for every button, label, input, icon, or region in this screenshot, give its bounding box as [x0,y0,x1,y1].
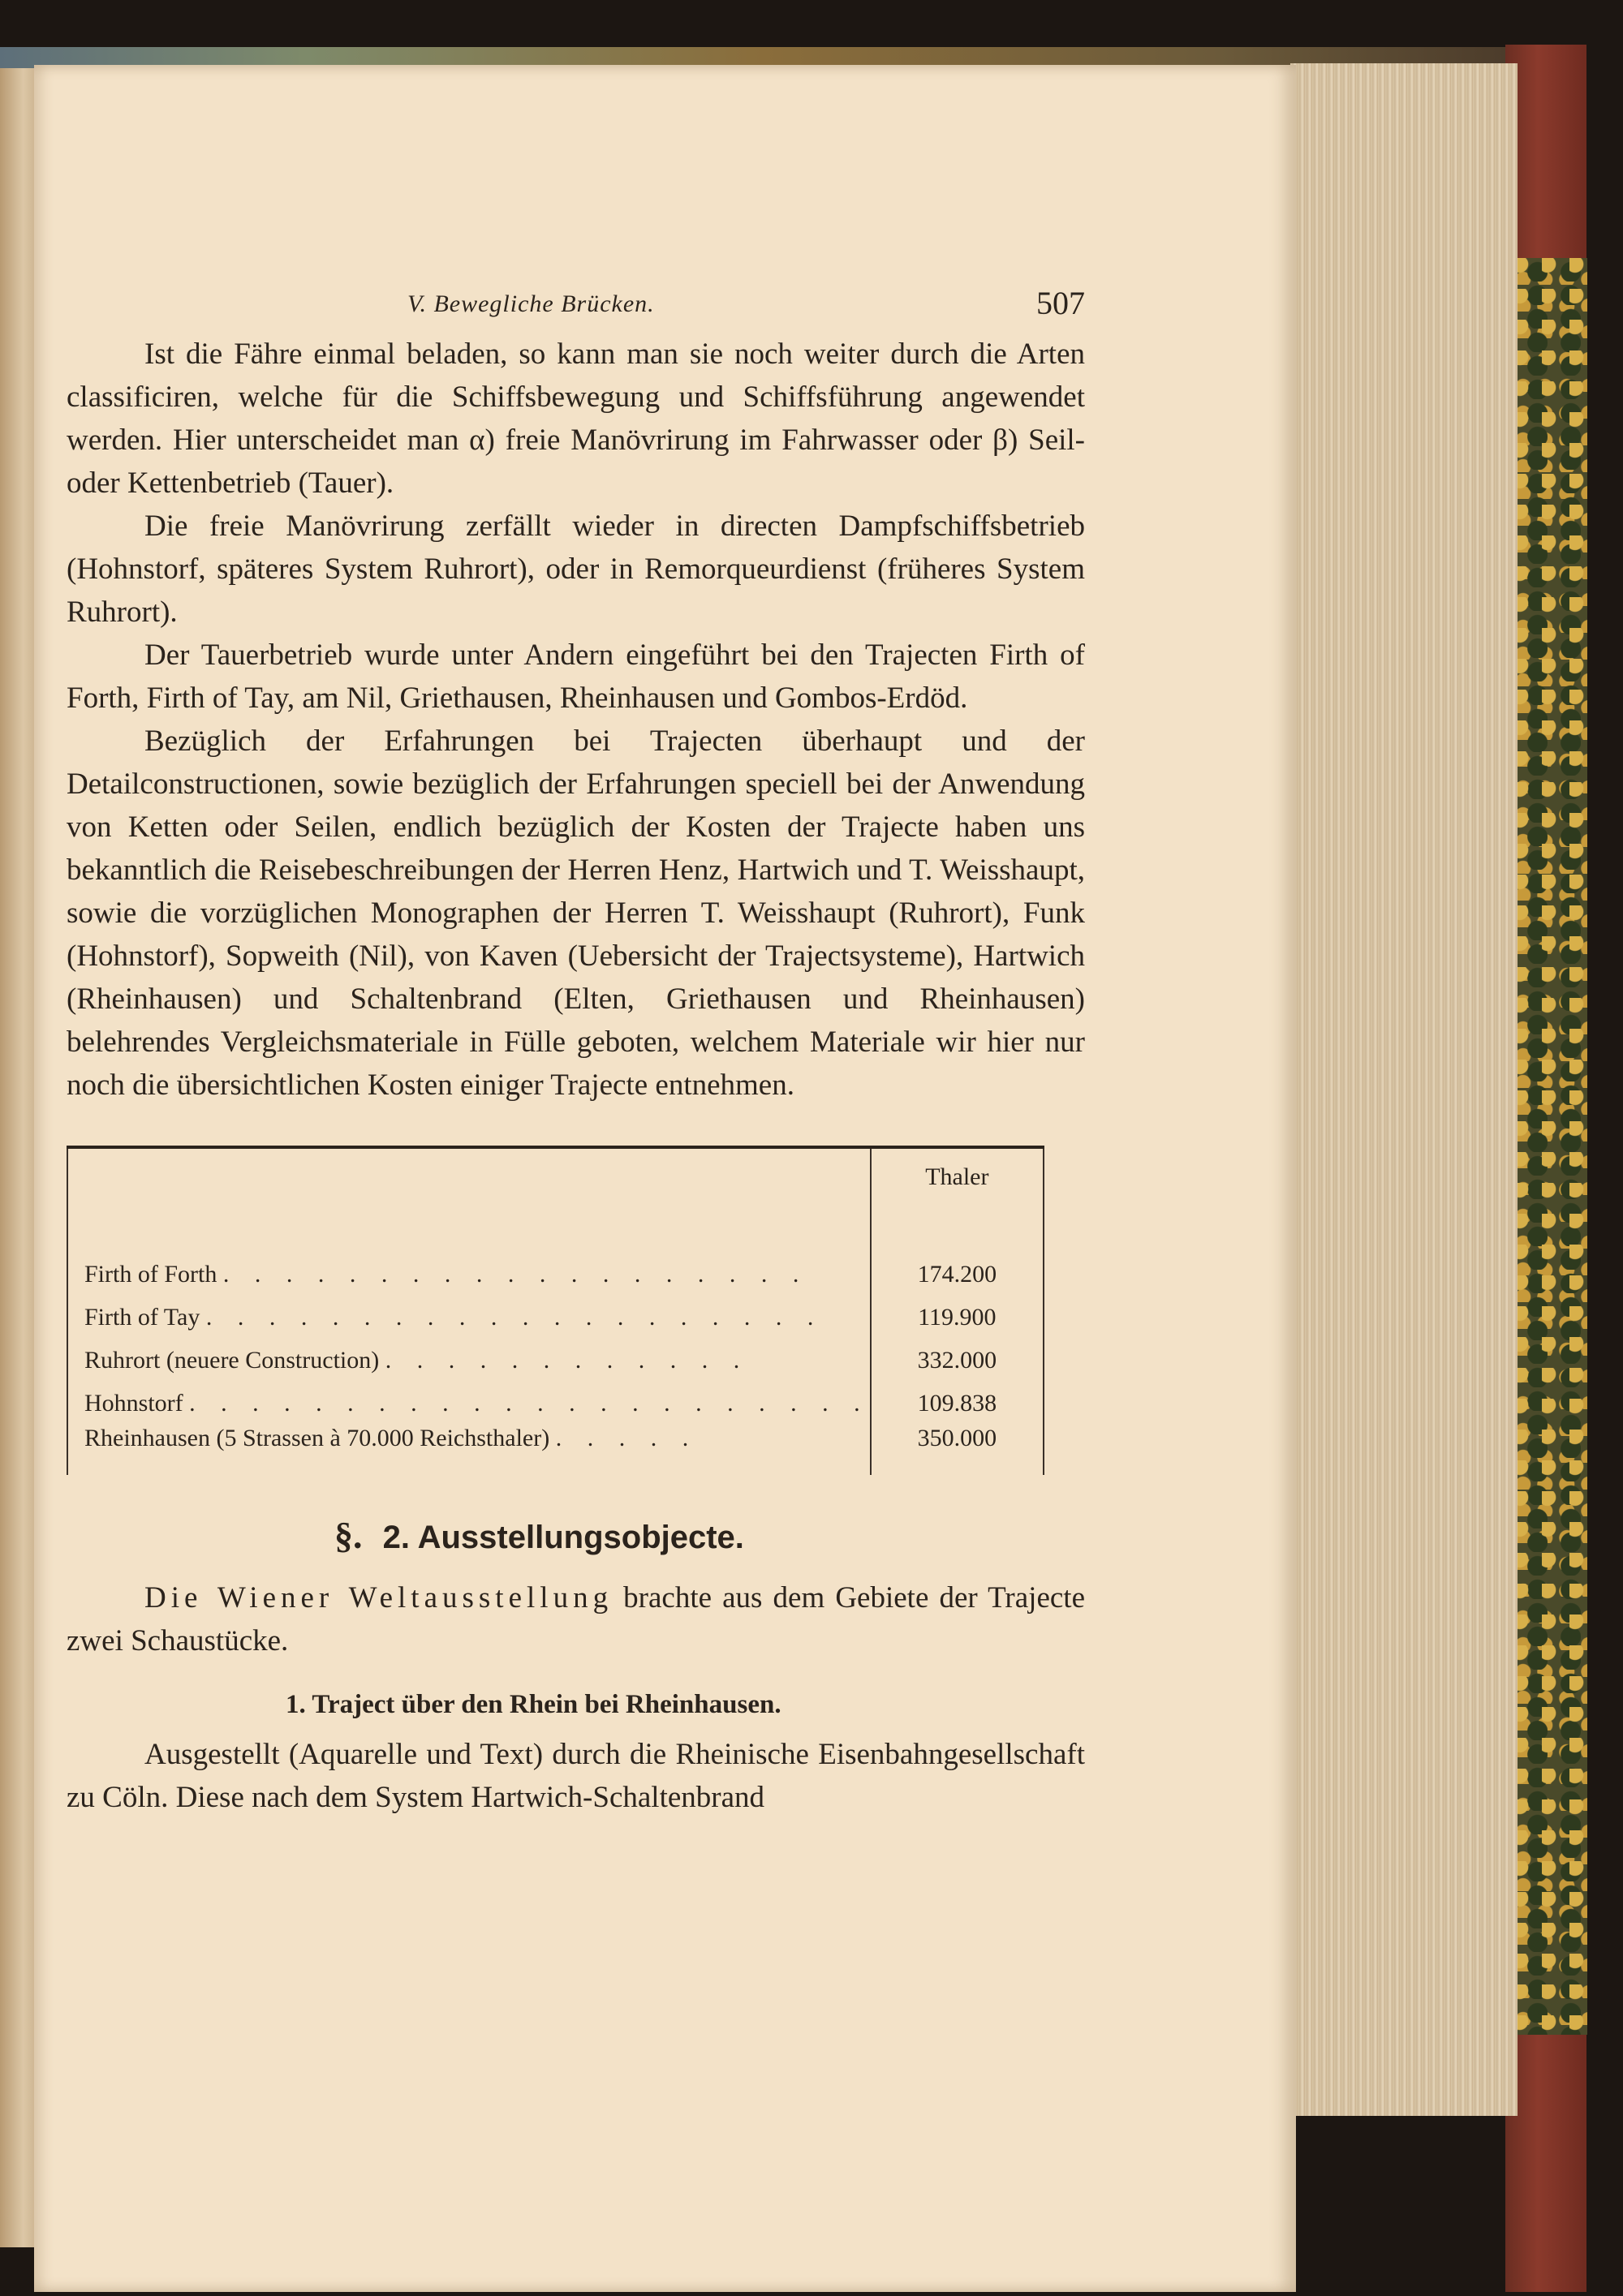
section-title: 2. Ausstellungsobjecte. [382,1520,744,1555]
row-leader-dots: . . . . . . . . . . . . [385,1346,750,1374]
paragraph: Ausgestellt (Aquarelle und Text) durch die Rheinische Eisenbahngesellschaft zu Cöln. Diese nach dem System Hartwich-Schaltenbrand [67,1738,1085,1814]
row-leader-dots: . . . . . . . . . . . . . . . . . . . . [205,1303,824,1331]
row-label: Firth of Forth [84,1260,217,1288]
row-label: Firth of Tay [84,1303,200,1331]
spaced-emphasis: Die Wiener Weltausstellung [144,1581,613,1615]
row-label: Rheinhausen (5 Strassen à 70.000 Reichsthaler) [84,1425,550,1451]
marbled-endpaper [1514,258,1587,2035]
section-mark: §. [334,1515,363,1556]
table-cell-value: 350.000 [871,1425,1044,1475]
table-cell-name [67,1382,871,1425]
table-row [67,1296,1044,1339]
table-cell-value: 332.000 [871,1339,1044,1382]
paragraph: Bezüglich der Erfahrungen bei Trajecten überhaupt und der Detailconstructionen, sowie bezüglich der Erfahrungen speciell bei der Anwendung von Ketten oder Seilen, endlich bezüglich der Kosten der Trajecte haben uns bekanntlich die Reisebeschreibungen der Herren Henz, Hartwich und T. Weisshaupt, sowie die vorzüglichen Monographen der Herren T. Weisshaupt (Ruhrort), Funk (Hohnstorf), Sopweith (Nil), von Kaven (Uebersicht der Trajectsysteme), Hartwich (Rheinhausen) und Schaltenbrand (Elten, Griethausen und Rheinhausen) belehrendes Vergleichsmateriale in Fülle geboten, welchem Materiale wir hier nur noch die übersichtlichen Kosten einiger Trajecte entnehmen. [67,724,1085,1102]
paragraph: Die freie Manövrirung zerfällt wieder in directen Dampfschiffsbetrieb (Hohnstorf, späteres System Ruhrort), oder in Remorqueurdienst (früheres System Ruhrort). [67,510,1085,629]
table-cell-name [67,1296,871,1339]
table-cell-name [67,1339,871,1382]
intro-text: brachte aus dem Gebiete der Trajecte zwei Schaustücke. [67,1581,1085,1658]
table-cell-value: 109.838 [871,1382,1044,1425]
cost-table [67,1146,1044,1475]
page-fore-edge [1290,63,1518,2116]
table-cell-value: 119.900 [871,1296,1044,1339]
table-row [67,1425,1044,1475]
row-label: Ruhrort (neuere Construction) [84,1346,380,1374]
table-row [67,1339,1044,1382]
table-header-row [67,1147,1044,1253]
table-cell-value: 174.200 [871,1253,1044,1296]
row-label: Hohnstorf [84,1389,183,1417]
section-heading [334,1514,1085,1557]
section-intro [67,1576,1085,1662]
table-row [67,1382,1044,1425]
table-cell-name [67,1425,871,1475]
row-leader-dots: . . . . . . . . . . . . . . . . . . . [222,1260,809,1288]
left-page-edge [0,57,39,2247]
table-cell-name [67,1253,871,1296]
table-row [67,1253,1044,1296]
subheading: 1. Traject über den Rhein bei Rheinhausen. [286,1690,781,1719]
book-page [34,65,1296,2292]
running-title: V. Bewegliche Brücken. [407,290,655,317]
row-leader-dots: . . . . . [555,1425,699,1451]
paragraph: Ist die Fähre einmal beladen, so kann man sie noch weiter durch die Arten classificiren, welche für die Schiffsbewegung und Schiffsführung angewendet werden. Hier unterscheidet man α) freie Manövrirung im Fahrwasser oder β) Seil- oder Kettenbetrieb (Tauer). [67,338,1085,500]
running-head [67,284,1085,333]
page-number: 507 [1036,285,1085,321]
row-leader-dots: . . . . . . . . . . . . . . . . . . . . . . [189,1389,870,1417]
paragraph: Der Tauerbetrieb wurde unter Andern eingeführt bei den Trajecten Firth of Forth, Firth of Tay, am Nil, Griethausen, Rheinhausen und Gombos-Erdöd. [67,638,1085,715]
table-header-unit: Thaler [871,1147,1044,1253]
page-content [67,284,1085,1819]
table-header-blank [67,1147,871,1253]
